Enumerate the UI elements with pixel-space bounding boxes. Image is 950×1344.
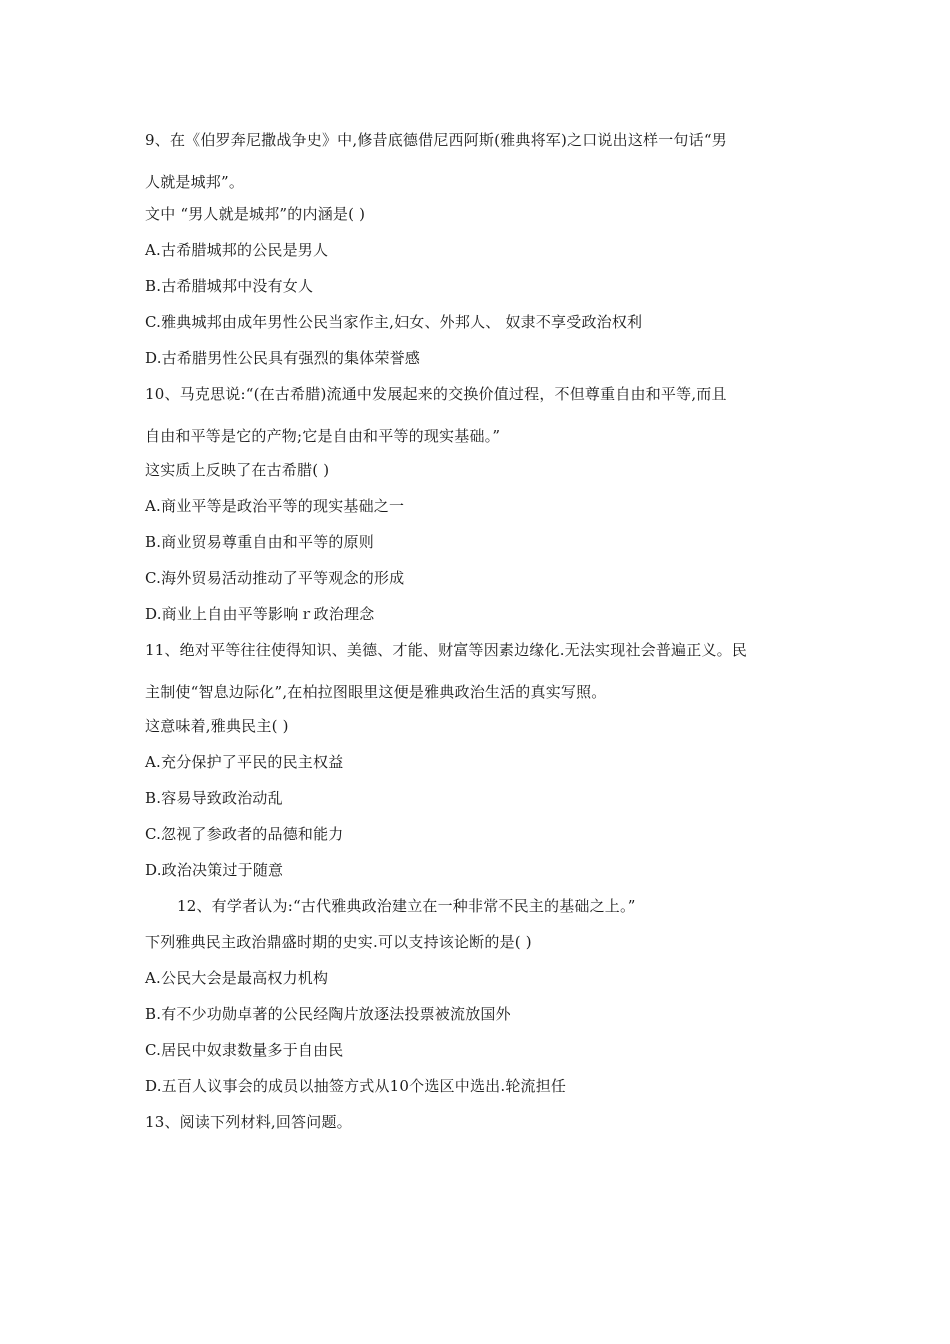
question-11-prompt: 这意味着,雅典民主( )	[145, 717, 289, 735]
question-10-option-d: D.商业上自由平等影响ｒ政治理念	[145, 605, 375, 623]
question-9-prompt: 文中 “男人就是城邦”的内涵是( )	[145, 205, 366, 223]
question-11-option-d: D.政治决策过于随意	[145, 861, 284, 879]
question-10-option-b: B.商业贸易尊重自由和平等的原则	[145, 533, 374, 551]
question-11-option-b: B.容易导致政治动乱	[145, 789, 283, 807]
question-12-option-b: B.有不少功勋卓著的公民经陶片放逐法投票被流放国外	[145, 1005, 511, 1023]
question-9-option-d: D.古希腊男性公民具有强烈的集体荣誉感	[145, 349, 421, 367]
question-12-option-c: C.居民中奴隶数量多于自由民	[145, 1041, 344, 1059]
question-11-option-a: A.充分保护了平民的民主权益	[145, 753, 344, 771]
question-11-option-c: C.忽视了参政者的品德和能力	[145, 825, 344, 843]
question-12-prompt: 下列雅典民主政治鼎盛时期的史实.可以支持该论断的是( )	[145, 933, 532, 951]
question-12-option-a: A.公民大会是最高权力机构	[145, 969, 329, 987]
question-10-stem-line-1: 10、马克思说:“(在古希腊)流通中发展起来的交换价值过程，不但尊重自由和平等,而且	[145, 385, 727, 403]
question-10-option-a: A.商业平等是政治平等的现实基础之一	[145, 497, 405, 515]
question-11-stem-line-1: 11、绝对平等往往使得知识、美德、才能、财富等因素边缘化.无法实现社会普遍正义。民	[145, 641, 748, 659]
question-12-option-d: D.五百人议事会的成员以抽签方式从10个选区中选出.轮流担任	[145, 1077, 567, 1095]
question-10-option-c: C.海外贸易活动推动了平等观念的形成	[145, 569, 405, 587]
question-12-stem-line-1: 12、有学者认为:“古代雅典政治建立在一种非常不民主的基础之上。”	[177, 897, 636, 915]
question-13-stem-line-1: 13、阅读下列材料,回答问题。	[145, 1113, 352, 1131]
question-11-stem-line-2: 主制使“智息边际化”,在柏拉图眼里这便是雅典政治生活的真实写照。	[145, 683, 607, 701]
question-9-option-b: B.古希腊城邦中没有女人	[145, 277, 314, 295]
question-10-prompt: 这实质上反映了在古希腊( )	[145, 461, 330, 479]
question-10-stem-line-2: 自由和平等是它的产物;它是自由和平等的现实基础。”	[145, 427, 501, 445]
question-9-stem-line-2: 人就是城邦”。	[145, 173, 245, 191]
question-9-option-c: C.雅典城邦由成年男性公民当家作主,妇女、外邦人、 奴隶不享受政治权利	[145, 313, 643, 331]
question-9-option-a: A.古希腊城邦的公民是男人	[145, 241, 329, 259]
question-9-stem-line-1: 9、在《伯罗奔尼撒战争史》中,修昔底德借尼西阿斯(雅典将军)之口说出这样一句话“男	[145, 131, 727, 149]
